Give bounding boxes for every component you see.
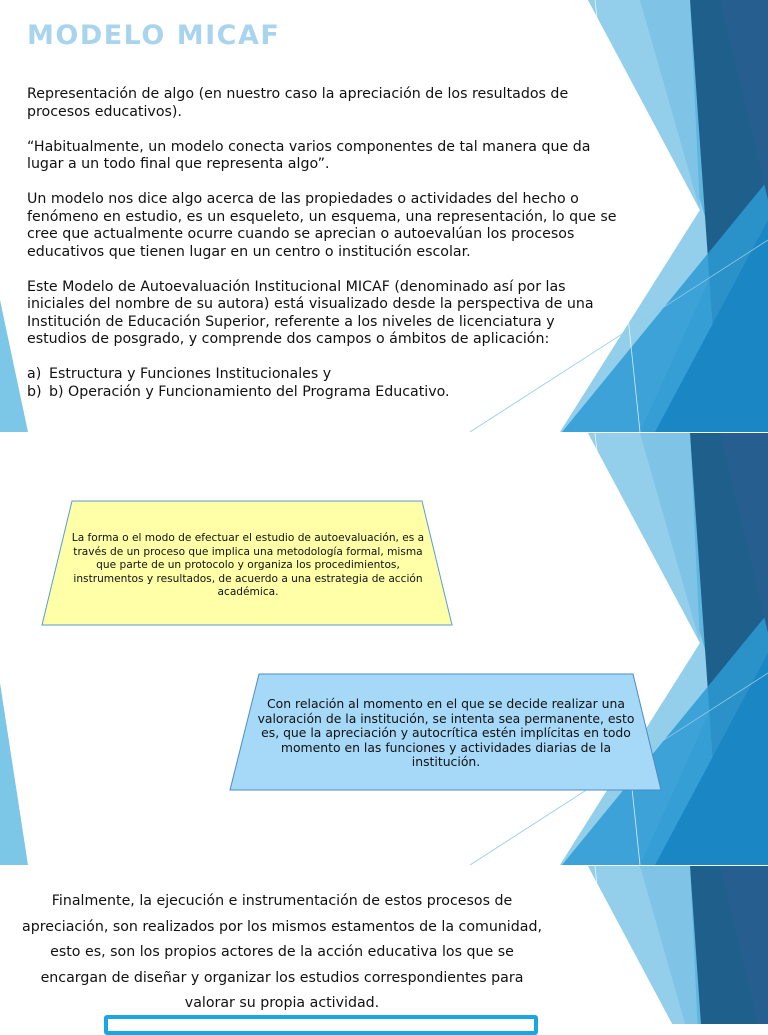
paragraph-4: Este Modelo de Autoevaluación Institucional MICAF (denominado así por las iniciales del nombre de su autora) está visualizado desde la perspectiva de una Institución de Educación Superior, referente a los niveles de licenciatura y estudios de posgrado, y comprende dos campos o ámbitos de aplicación: <box>27 278 594 347</box>
page-title: MODELO MICAF <box>27 20 281 51</box>
paragraph-3: Un modelo nos dice algo acerca de las propiedades o actividades del hecho o fenómeno en estudio, es un esqueleto, un esquema, una representación, lo que se cree que actualmente ocurre cuando se aprecian o autoevalúan los procesos educativos que tienen lugar en un centro o institución escolar. <box>27 191 617 260</box>
slide-1 <box>0 0 768 432</box>
paragraph-2: “Habitualmente, un modelo conecta varios componentes de tal manera que da lugar a un todo final que representa algo”. <box>27 138 591 172</box>
list-item-text: b) Operación y Funcionamiento del Programa Educativo. <box>49 383 450 400</box>
list-item <box>27 366 617 384</box>
list-marker: b) <box>27 383 42 400</box>
slide-2 <box>0 433 768 865</box>
application-list <box>27 366 617 401</box>
content-frame <box>104 1015 538 1035</box>
list-marker: a) <box>27 366 42 382</box>
list-item <box>27 384 617 402</box>
list-item-text: Estructura y Funciones Institucionales y <box>49 366 332 382</box>
paragraph-1: Representación de algo (en nuestro caso la apreciación de los resultados de procesos educativos). <box>27 86 569 120</box>
blue-box-text: Con relación al momento en el que se decide realizar una valoración de la institución, se intenta sea permanente, esto es, que la apreciación y autocrítica estén implícitas en todo momento en las funciones y actividades diarias de la institución. <box>257 696 635 770</box>
closing-text: Finalmente, la ejecución e instrumentación de estos procesos de apreciación, son realizados por los mismos estamentos de la comunidad, esto es, son los propios actores de la acción educativa los que se encargan de diseñar y organizar los estudios correspondientes para valorar su propia actividad. <box>22 893 542 1011</box>
body-text <box>27 86 617 401</box>
facet-decoration <box>0 433 768 865</box>
yellow-box-text: La forma o el modo de efectuar el estudio de autoevaluación, es a través de un proceso que implica una metodología formal, misma que parte de un protocolo y organiza los procedimientos, instrumentos y resultados, de acuerdo a una estrategia de acción académica. <box>71 532 425 599</box>
